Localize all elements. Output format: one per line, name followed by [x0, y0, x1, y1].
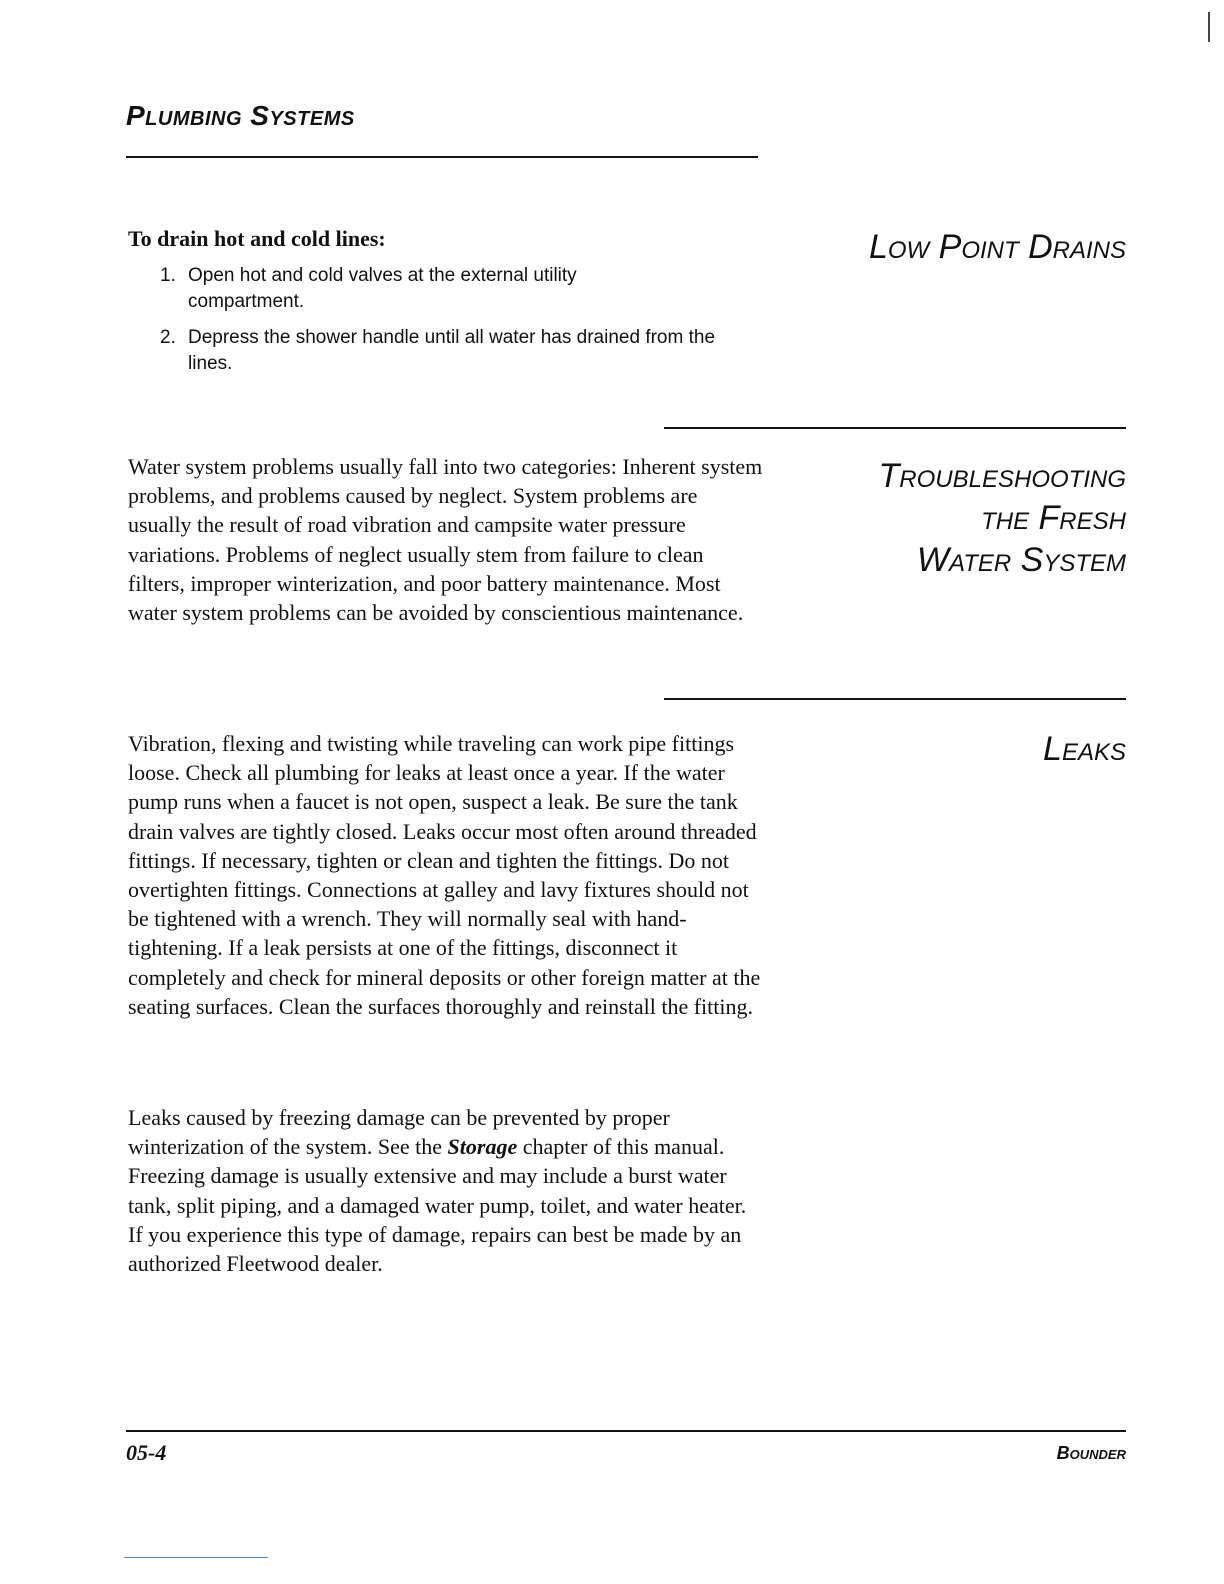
storage-chapter-reference: Storage	[447, 1134, 518, 1160]
crop-mark	[1208, 12, 1210, 42]
heading-line: Troubleshooting	[878, 457, 1126, 495]
drain-steps-list	[160, 263, 760, 387]
section-divider	[664, 698, 1126, 700]
heading-line: Water System	[916, 541, 1126, 579]
footer-rule	[126, 1430, 1126, 1432]
troubleshooting-paragraph: Water system problems usually fall into two categories: Inherent system problems, and problems caused by neglect. System problems are usually the result of road vibration and campsite water pressure variations. Problems of neglect usually stem from failure to clean filters, improper winterization, and poor battery maintenance. Most water system problems can be avoided by conscientious maintenance.	[128, 454, 763, 626]
page-title: Plumbing Systems	[126, 100, 355, 131]
section-divider	[664, 427, 1126, 429]
step-text: Open hot and cold valves at the external utility compartment.	[188, 265, 577, 312]
list-item	[160, 325, 760, 377]
paragraph-text: chapter of this manual. Freezing damage is usually extensive and may include a burst water tank, split piping, and a damaged water pump, toilet, and water heater. If you experience this type of damage, repairs can best be made by an authorized Fleetwood dealer.	[128, 1134, 747, 1277]
product-name: Bounder	[1056, 1443, 1126, 1463]
section-heading-low-point-drains: Low Point Drains	[868, 228, 1126, 266]
step-text: Depress the shower handle until all water has drained from the lines.	[188, 327, 716, 374]
step-number: 2.	[160, 327, 176, 348]
heading-line: the Fresh	[981, 499, 1126, 537]
section-heading-leaks: Leaks	[1043, 730, 1126, 768]
drain-lines-subheading: To drain hot and cold lines:	[128, 226, 386, 251]
list-item	[160, 263, 760, 315]
section-heading-troubleshooting	[766, 455, 1126, 581]
freezing-paragraph	[128, 1103, 748, 1278]
leaks-paragraph: Vibration, flexing and twisting while traveling can work pipe fittings loose. Check all plumbing for leaks at least once a year. If the water pump runs when a faucet is not open, suspect a leak. Be sure the tank drain valves are tightly closed. Leaks occur most often around threaded fittings. If necessary, tighten or clean and tighten the fittings. Do not overtighten fittings. Connections at galley and lavy fixtures should not be tightened with a wrench. They will normally seal with hand-tightening. If a leak persists at one of the fittings, disconnect it completely and check for mineral deposits or other foreign matter at the seating surfaces. Clean the surfaces thoroughly and reinstall the fitting.	[128, 731, 761, 1019]
bottom-margin-line	[124, 1557, 268, 1558]
page-number: 05-4	[126, 1440, 167, 1465]
paragraph-text: Leaks caused by freezing damage can be prevented by proper winterization of the system. See the	[128, 1105, 670, 1160]
step-number: 1.	[160, 265, 176, 286]
header-rule	[126, 156, 758, 158]
